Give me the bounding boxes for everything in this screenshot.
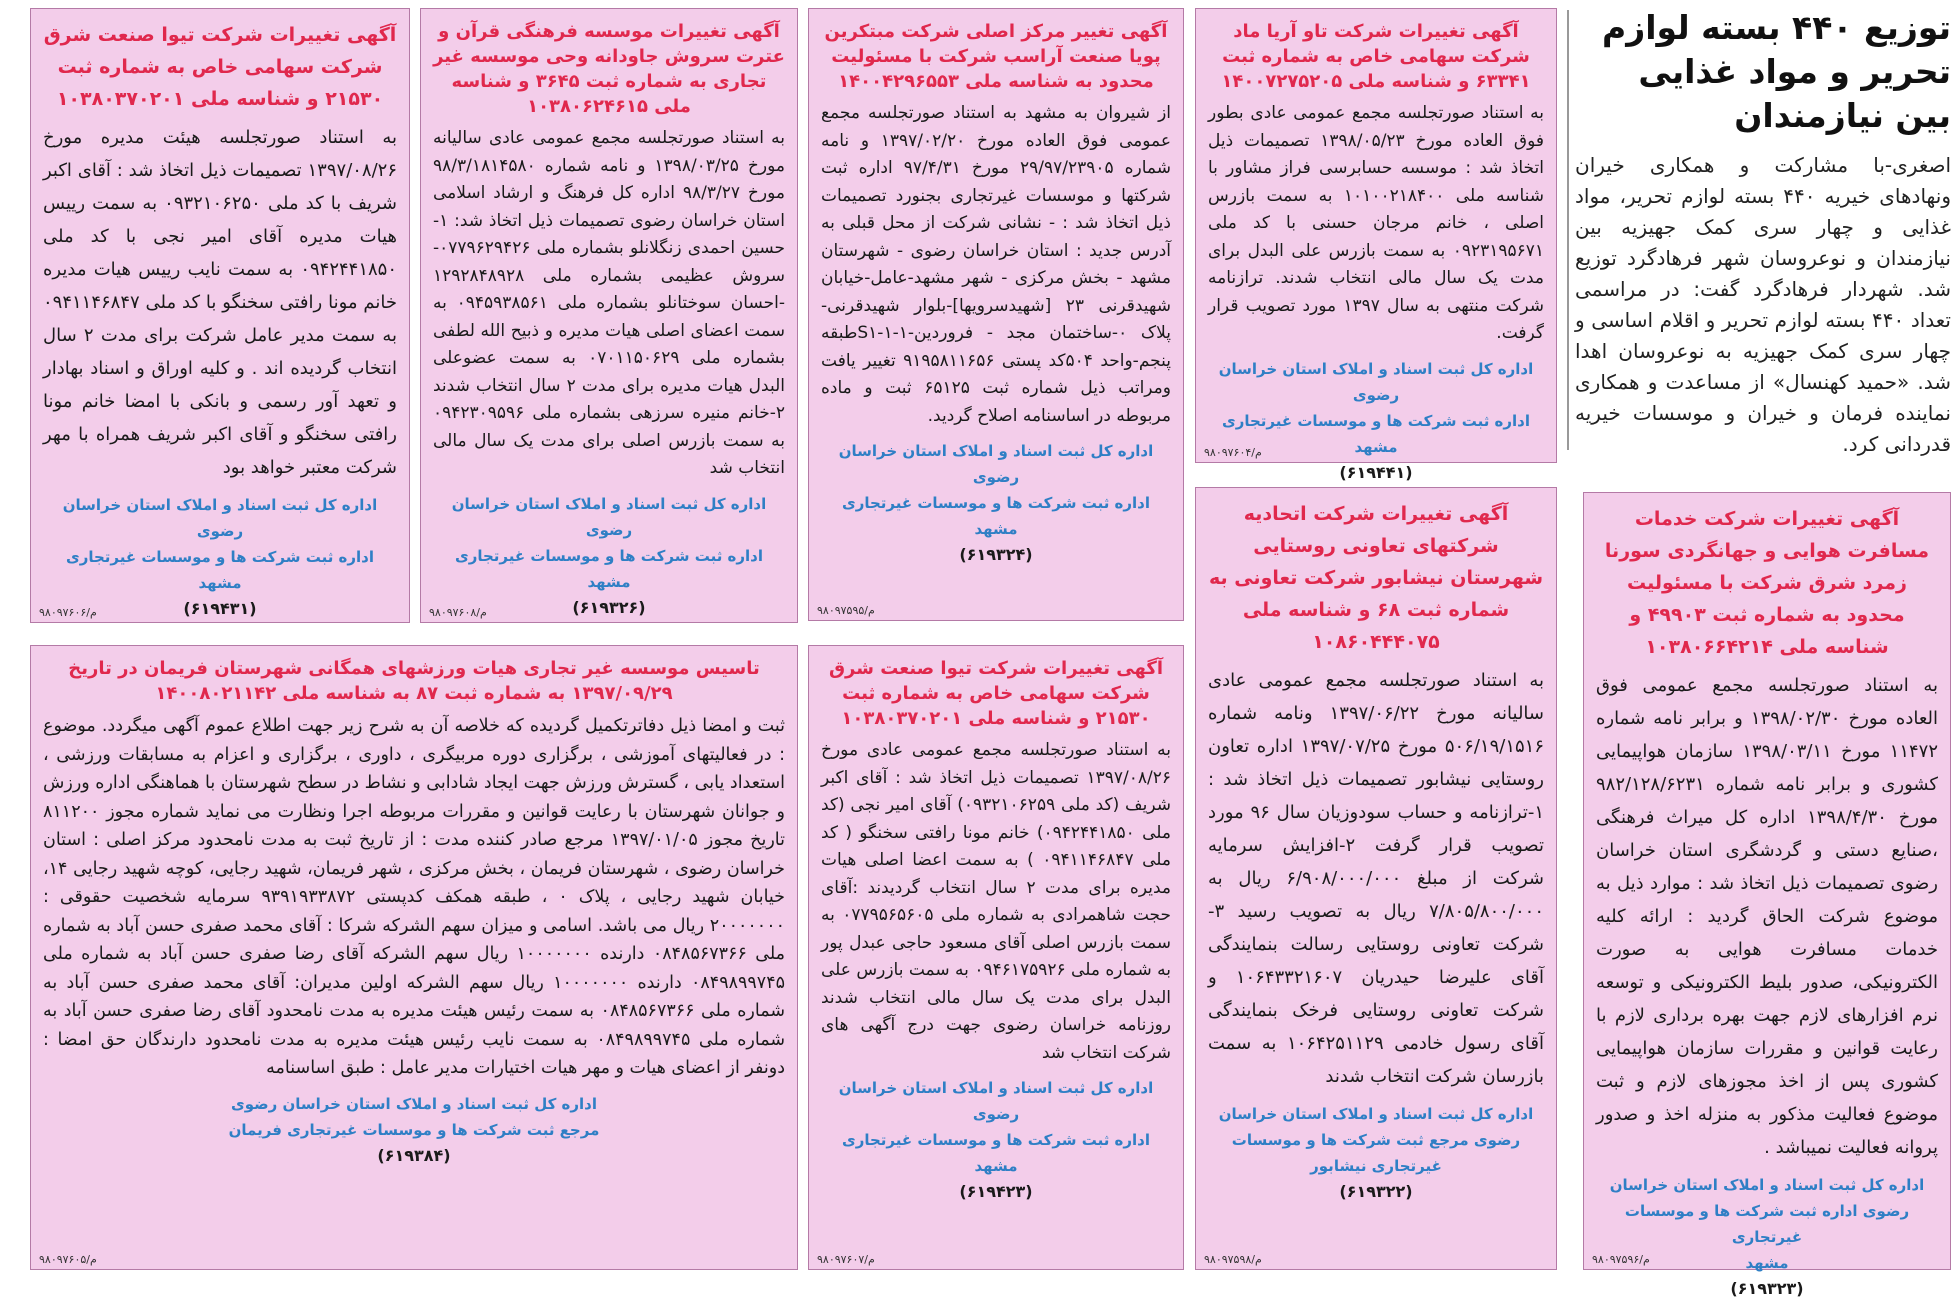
- ad-code: (۶۱۹۳۸۴): [377, 1145, 451, 1165]
- ad-footer: اداره کل ثبت اسناد و املاک استان خراسان رضوی مرجع ثبت شرکت ها و موسسات غیرتجاری فریمان: [228, 1094, 600, 1139]
- ad-number: ۹۸۰۹۷۵۹۵/م: [817, 604, 875, 617]
- ad-body: ثبت و امضا ذیل دفاترتکمیل گردیده که خلاصه آن به شرح زیر جهت اطلاع عموم آگهی میگردد. موضوع : در فعالیتهای آموزشی ، برگزاری دوره مربیگری ، داوری ، برگزاری و اعزام به مسابقات ورزشی ، استعداد یابی ، گسترش ورزش جهت ایجاد شادابی و نشاط در سطح شهرستان با هماهنگی اداره ورزش و جوانان شهرستان با رعایت قوانین و مقررات مربوطه اجرا ونظارت می نماید شماره مجوز ۸۱۱۲۰۰ تاریخ مجوز ۱۳۹۷/۰۱/۰۵ مرجع صادر کننده مدت : از تاریخ ثبت به مدت نامحدود مرکز اصلی : استان خراسان رضوی ، شهرستان فریمان ، بخش مرکزی ، شهر فریمان، شهید رجایی، کوچه شهید رجایی ۱۴، خیابان شهید رجایی ، پلاک ۰ ، طبقه همکف کدپستی ۹۳۹۱۹۳۳۸۷۲ سرمایه شخصیت حقوقی : ۲۰۰۰۰۰۰۰ ریال می باشد. اسامی و میزان سهم الشرکه شرکا : آقای محمد صفری حسن آباد به شماره ملی ۰۸۴۸۵۶۷۳۶۶ دارنده ۱۰۰۰۰۰۰۰ ریال سهم الشرکه آقای رضا صفری حسن آباد به شماره ملی ۰۸۴۹۸۹۹۷۴۵ دارنده ۱۰۰۰۰۰۰۰ ریال سهم الشرکه اولین مدیران: آقای محمد صفری حسن آباد به شماره ملی ۰۸۴۸۵۶۷۳۶۶ به سمت رئیس هیئت مدیره به مدت نامحدود آقای رضا صفری حسن آباد به شماره ملی ۰۸۴۹۸۹۹۷۴۵ به سمت نایب رئیس هیئت مدیره به مدت نامحدود دارندگان حق امضا : دونفر از اعضای هیات و مهر هیات اختیارات مدیر عامل : طبق اساسنامه: [43, 716, 786, 1078]
- ad-title: آگهی تغییرات شرکت تیوا صنعت شرق شرکت سهامی خاص به شماره ثبت ۲۱۵۳۰ و شناسه ملی ۱۰۳۸۰۳۷۰۲۰۱: [43, 24, 397, 110]
- ad-sorena-zomorod: [1583, 492, 1951, 1298]
- news-title: توزیع ۴۴۰ بسته لوازم تحریر و مواد غذایی بین نیازمندان: [1602, 8, 1951, 135]
- news-body: اصغری-با مشارکت و همکاری خیران ونهادهای خیریه ۴۴۰ بسته لوازم تحریر، مواد غذایی و چهار سری کمک جهیزیه بین نیازمندان و نوعروسان شهر فرهادگرد توزیع شد. شهردار فرهادگرد گفت: در مراسمی تعداد ۴۴۰ بسته لوازم تحریر و اقلام اساسی و چهار سری کمک جهیزیه به نوعروسان اهدا شد. «حمید کهنسال» از مساعدت و همکاری نماینده فرمان و خیران و موسسات خیریه قدردانی کرد.: [1575, 153, 1951, 456]
- ad-title: آگهی تغییرات شرکت تیوا صنعت شرق شرکت سهامی خاص به شماره ثبت ۲۱۵۳۰ و شناسه ملی ۱۰۳۸۰۳۷۰۲۰۱: [828, 658, 1164, 729]
- ad-tiva-sanat-shargh-1: [30, 8, 410, 623]
- ad-title: آگهی تغییرات شرکت اتحادیه شرکتهای تعاونی روستایی شهرستان نیشابور شرکت تعاونی به شماره ثبت ۶۸ و شناسه ملی ۱۰۸۶۰۴۴۴۰۷۵: [1208, 503, 1544, 653]
- ad-body: به استناد صورتجلسه مجمع عمومی عادی مورخ ۱۳۹۷/۰۸/۲۶ تصمیمات ذیل اتخاذ شد : آقای اکبر شریف (کد ملی ۰۹۳۲۱۰۶۲۵۹) آقای امیر نجی (کد ملی ۰۹۴۲۴۴۱۸۵۰) خانم مونا رافتی سخنگو ( کد ملی ۰۹۴۱۱۴۶۸۴۷ ) به سمت اعضا اصلی هیات مدیره برای مدت ۲ سال انتخاب گردیدند :آقای حجت شاهمرادی به شماره ملی ۰۷۷۹۵۶۵۶۰۵ به سمت بازرس اصلی آقای مسعود حاجی عبدل پور به شماره ملی ۰۹۴۶۱۷۵۹۲۶ به سمت بازرس علی البدل برای مدت یک سال مالی انتخاب شدند روزنامه خراسان رضوی جهت درج آگهی های شرکت انتخاب شد: [821, 740, 1172, 1063]
- ad-tiva-sanat-shargh-2: [808, 645, 1184, 1270]
- ad-code: (۶۱۹۳۲۲): [1339, 1182, 1413, 1201]
- ad-number: ۹۸۰۹۷۶۰۶/م: [39, 606, 97, 619]
- ad-body: به استناد صورتجلسه مجمع عمومی عادی بطور فوق العاده مورخ ۱۳۹۸/۰۵/۲۳ تصمیمات ذیل اتخاذ شد : موسسه حسابرسی فراز مشاور با شناسه ملی ۱۰۱۰۰۲۱۸۴۰۰ به سمت بازرس اصلی ، خانم مرجان حسنی با کد ملی ۰۹۲۳۱۹۵۶۷۱ به سمت بازرس علی البدل برای مدت یک سال مالی انتخاب شدند. ترازنامه شرکت منتهی به سال ۱۳۹۷ مورد تصویب قرار گرفت.: [1208, 103, 1545, 343]
- ad-footer: اداره کل ثبت اسناد و املاک استان خراسان رضوی اداره ثبت شرکت ها و موسسات غیرتجاری مشهد: [62, 496, 378, 592]
- ad-footer: اداره کل ثبت اسناد و املاک استان خراسان رضوی اداره ثبت شرکت ها و موسسات غیرتجاری مشهد: [838, 1079, 1154, 1175]
- ad-footer: اداره کل ثبت اسناد و املاک استان خراسان رضوی اداره ثبت شرکت ها و موسسات غیرتجاری مشهد: [1218, 359, 1534, 456]
- ad-footer: اداره کل ثبت اسناد و املاک استان خراسان رضوی مرجع ثبت شرکت ها و موسسات غیرتجاری نیشابور: [1218, 1105, 1534, 1175]
- ad-body: از شیروان به مشهد به استناد صورتجلسه مجمع عمومی فوق العاده مورخ ۱۳۹۷/۰۲/۲۰ و نامه شماره ۲۹/۹۷/۲۳۹۰۵ مورخ ۹۷/۴/۳۱ اداره ثبت شرکتها و موسسات غیرتجاری بجنورد تصمیمات ذیل اتخاذ شد : - نشانی شرکت از محل قبلی به آدرس جدید : استان خراسان رضوی - شهرستان مشهد - بخش مرکزی - شهر مشهد-عامل-خیابان شهیدقرنی ۲۳ [شهیدسرویها]-بلوار شهیدقرنی-پلاک ۰-ساختمان مجد - فروردین-۱-۱-S۱طبقه پنجم-واحد ۵۰۴کد پستی ۹۱۹۵۸۱۱۶۵۶ تغییر یافت ومراتب ذیل شماره ثبت ۶۵۱۲۵ ثبت و ماده مربوطه در اساسنامه اصلاح گردید.: [821, 103, 1172, 426]
- ad-number: ۹۸۰۹۷۶۰۸/م: [429, 606, 487, 619]
- news-article: [1575, 6, 1951, 456]
- ad-mobtakerin-pouya: [808, 8, 1184, 621]
- ad-number: ۹۸۰۹۷۶۰۴/م: [1204, 446, 1262, 459]
- ad-code: (۶۱۹۳۲۳): [1730, 1279, 1804, 1298]
- ad-number: ۹۸۰۹۷۵۹۸/م: [1204, 1253, 1262, 1266]
- ad-code: (۶۱۹۴۴۱): [1339, 462, 1413, 482]
- ad-code: (۶۱۹۳۲۶): [572, 597, 646, 617]
- ad-body: به استناد صورتجلسه هیئت مدیره مورخ ۱۳۹۷/۰۸/۲۶ تصمیمات ذیل اتخاذ شد : آقای اکبر شریف با کد ملی ۰۹۳۲۱۰۶۲۵۰ به سمت رییس هیات مدیره آقای امیر نجی با کد ملی ۰۹۴۲۴۴۱۸۵۰ به سمت نایب رییس هیات مدیره خانم مونا رافتی سخنگو با کد ملی ۰۹۴۱۱۴۶۸۴۷ به سمت مدیر عامل شرکت برای مدت ۲ سال انتخاب گردیده اند . و کلیه اوراق و اسناد بهادار و تعهد آور رسمی و بانکی با امضا خانم مونا رافتی سخنگو و آقای اکبر شریف همراه با مهر شرکت معتبر خواهد بود: [43, 127, 397, 478]
- ad-tav-arya-mad: [1195, 8, 1557, 482]
- ad-code: (۶۱۹۳۲۴): [959, 545, 1033, 564]
- ad-number: ۹۸۰۹۷۶۰۷/م: [817, 1253, 875, 1266]
- ad-title: تاسیس موسسه غیر تجاری هیات ورزشهای همگانی شهرستان فریمان در تاریخ ۱۳۹۷/۰۹/۲۹ به شماره ثبت ۸۷ به شناسه ملی ۱۴۰۰۸۰۲۱۱۴۲: [68, 658, 760, 704]
- ad-number: ۹۸۰۹۷۵۹۶/م: [1592, 1253, 1650, 1266]
- ad-fariman-sports-board: [30, 645, 798, 1270]
- ad-body: به استناد صورتجلسه مجمع عمومی عادی سالیانه مورخ ۱۳۹۷/۰۶/۲۲ ونامه شماره ۵۰۶/۱۹/۱۵۱۶ مورخ ۱۳۹۷/۰۷/۲۵ اداره تعاون روستایی نیشابور تصمیمات ذیل اتخاذ شد : ۱-ترازنامه و حساب سودوزیان سال ۹۶ مورد تصویب قرار گرفت ۲-افزایش سرمایه شرکت از مبلغ ۶/۹۰۸/۰۰۰/۰۰۰ ریال به ۷/۸۰۵/۸۰۰/۰۰۰ ریال به تصویب رسید ۳-شرکت تعاونی روستایی رسالت بنمایندگی آقای علیرضا حیدریان ۱۰۶۴۳۳۲۱۶۰۷ و شرکت تعاونی روستایی فرخک بنمایندگی آقای رسول خادمی ۱۰۶۴۲۵۱۱۲۹ به سمت بازرسان شرکت انتخاب شدند: [1208, 670, 1545, 1087]
- ad-title: آگهی تغییرات شرکت تاو آریا ماد شرکت سهامی خاص به شماره ثبت ۶۳۳۴۱ و شناسه ملی ۱۴۰۰۷۲۷۵۲۰۵: [1221, 21, 1531, 92]
- ad-body: به استناد صورتجلسه مجمع عمومی عادی سالیانه مورخ ۱۳۹۸/۰۳/۲۵ و نامه شماره ۹۸/۳/۱۸۱۴۵۸۰ مورخ ۹۸/۳/۲۷ اداره کل فرهنگ و ارشاد اسلامی استان خراسان رضوی تصمیمات ذیل اتخاذ شد: ۱-حسین احمدی زنگلانلو بشماره ملی ۰۷۷۹۶۲۹۴۲۶-سروش عظیمی بشماره ملی ۱۲۹۲۸۴۸۹۲۸ -احسان سوختانلو بشماره ملی ۰۹۴۵۹۳۸۵۶۱ به سمت اعضای اصلی هیات مدیره و ذبیح الله لطفی بشماره ملی ۰۷۰۱۱۵۰۶۲۹ به سمت عضوعلی البدل هیات مدیره برای مدت ۲ سال انتخاب شدند ۲-خانم منیره سرزهی بشماره ملی ۰۹۴۲۳۰۹۵۹۶ به سمت بازرس اصلی برای مدت یک سال مالی انتخاب شد: [433, 128, 785, 478]
- column-divider: [1567, 10, 1569, 450]
- ad-code: (۶۱۹۴۲۳): [959, 1182, 1033, 1201]
- ad-title: آگهی تغییرات موسسه فرهنگی قرآن و عترت سروش جاودانه وحی موسسه غیر تجاری به شماره ثبت ۳۶۴۵ و شناسه ملی ۱۰۳۸۰۶۲۴۶۱۵: [433, 21, 785, 117]
- ad-title: آگهی تغییر مرکز اصلی شرکت مبتکرین پویا صنعت آراسب شرکت با مسئولیت محدود به شناسه ملی ۱۴۰۰۴۲۹۶۵۵۳: [824, 21, 1168, 92]
- ad-footer: اداره کل ثبت اسناد و املاک استان خراسان رضوی اداره ثبت شرکت ها و موسسات غیرتجاری مشهد: [451, 494, 767, 591]
- ad-footer: اداره کل ثبت اسناد و املاک استان خراسان رضوی اداره ثبت شرکت ها و موسسات غیرتجاری مشهد: [838, 442, 1154, 538]
- ad-body: به استناد صورتجلسه مجمع عمومی فوق العاده مورخ ۱۳۹۸/۰۲/۳۰ و برابر نامه شماره ۱۱۴۷۲ مورخ ۱۳۹۸/۰۳/۱۱ سازمان هواپیمایی کشوری و برابر نامه شماره ۹۸۲/۱۲۸/۶۲۳۱ مورخ ۱۳۹۸/۴/۳۰ اداره کل میراث فرهنگی ،صنایع دستی و گردشگری استان خراسان رضوی تصمیمات ذیل اتخاذ شد : موارد ذیل به موضوع شرکت الحاق گردید : ارائه کلیه خدمات مسافرت هوایی به صورت الکترونیکی، صدور بلیط الکترونیکی و توسعه نرم افزارهای لازم جهت بهره برداری لازم با رعایت قوانین و مقررات سازمان هواپیمایی کشوری پس از اخذ مجوزهای لازم و ثبت موضوع فعالیت مذکور به منزله اخذ و صدور پروانه فعالیت نمیباشد .: [1596, 675, 1938, 1158]
- ad-code: (۶۱۹۴۳۱): [183, 599, 257, 618]
- ad-soroush-javdaneh: [420, 8, 798, 623]
- ad-neyshabur-cooperative: [1195, 487, 1557, 1270]
- ad-title: آگهی تغییرات شرکت خدمات مسافرت هوایی و جهانگردی سورنا زمرد شرق شرکت با مسئولیت محدود به شماره ثبت ۴۹۹۰۳ و شناسه ملی ۱۰۳۸۰۶۶۴۲۱۴: [1604, 508, 1930, 658]
- ad-number: ۹۸۰۹۷۶۰۵/م: [39, 1253, 97, 1266]
- ad-footer: اداره کل ثبت اسناد و املاک استان خراسان رضوی اداره ثبت شرکت ها و موسسات غیرتجاری مشهد: [1609, 1176, 1925, 1272]
